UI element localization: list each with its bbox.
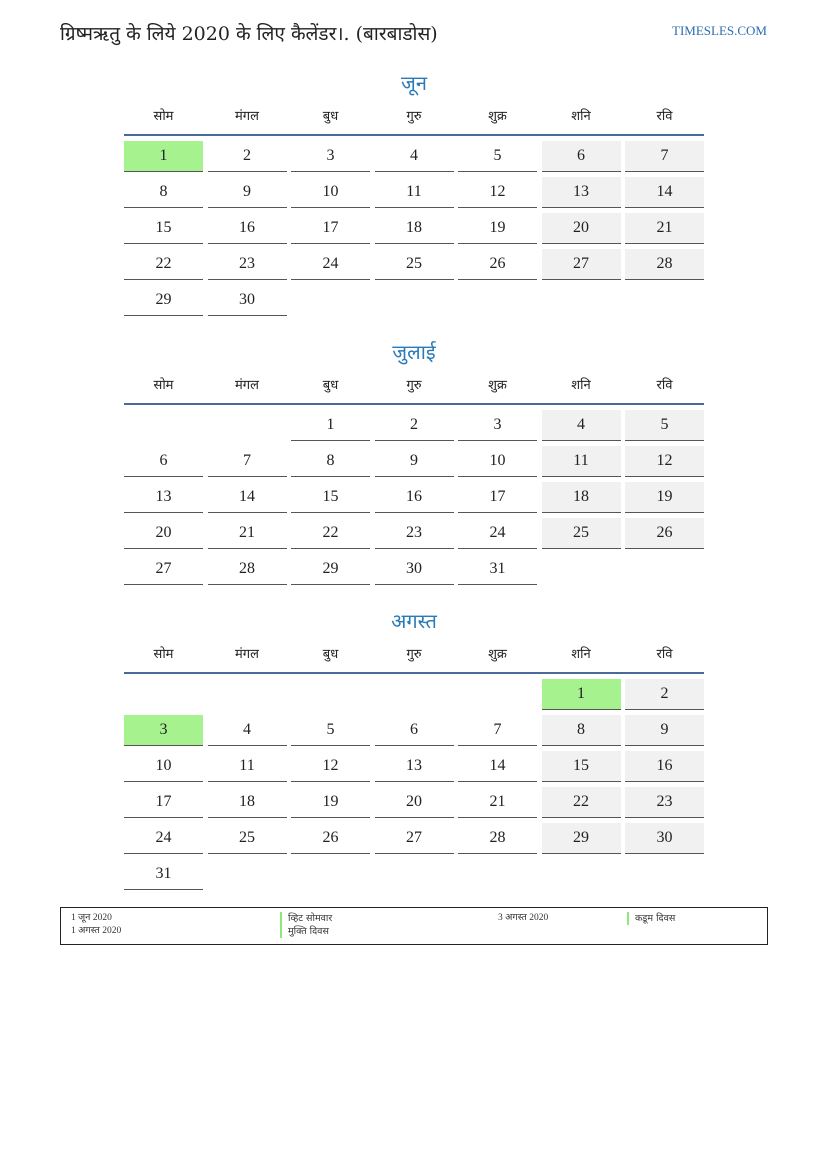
day-cell: 30 — [208, 285, 287, 316]
day-cell: 25 — [375, 249, 454, 280]
day-cell: 25 — [208, 823, 287, 854]
day-cell: 29 — [291, 554, 370, 585]
empty-cell — [458, 679, 537, 715]
day-cell: 21 — [208, 518, 287, 549]
day-cell: 15 — [124, 213, 203, 244]
day-cell: 13 — [375, 751, 454, 782]
weekday-fri: शुक्र — [488, 647, 507, 662]
day-cell: 9 — [208, 177, 287, 208]
weekday-header — [124, 100, 704, 136]
day-cell: 15 — [542, 751, 621, 782]
weekday-mon: सोम — [153, 378, 174, 393]
day-cell: 4 — [375, 141, 454, 172]
days-grid — [124, 410, 704, 590]
day-cell: 15 — [291, 482, 370, 513]
day-cell: 29 — [542, 823, 621, 854]
weekday-tue: मंगल — [235, 109, 259, 124]
day-cell: 5 — [458, 141, 537, 172]
day-cell: 12 — [458, 177, 537, 208]
weekday-thu: गुरु — [406, 378, 422, 393]
weekday-sun: रवि — [656, 647, 673, 662]
weekday-wed: बुध — [322, 109, 339, 124]
month-title: जुलाई — [392, 340, 436, 364]
day-cell: 23 — [375, 518, 454, 549]
weekday-sun: रवि — [656, 378, 673, 393]
day-cell: 10 — [124, 751, 203, 782]
day-cell: 5 — [625, 410, 704, 441]
day-cell: 22 — [542, 787, 621, 818]
month-july — [124, 335, 704, 604]
legend-holiday-name: व्हिट सोमवार — [280, 912, 332, 925]
weekday-wed: बुध — [322, 647, 339, 662]
day-cell: 3 — [291, 141, 370, 172]
day-cell: 14 — [458, 751, 537, 782]
empty-cell — [208, 410, 287, 446]
day-cell: 9 — [625, 715, 704, 746]
day-cell: 8 — [124, 177, 203, 208]
day-cell: 4 — [208, 715, 287, 746]
day-cell: 20 — [124, 518, 203, 549]
day-cell: 22 — [124, 249, 203, 280]
day-cell: 26 — [291, 823, 370, 854]
day-cell: 7 — [625, 141, 704, 172]
day-cell: 28 — [208, 554, 287, 585]
empty-cell — [375, 679, 454, 715]
day-cell: 14 — [625, 177, 704, 208]
day-cell: 27 — [542, 249, 621, 280]
days-grid — [124, 679, 704, 895]
legend-holiday-name: मुक्ति दिवस — [280, 925, 329, 938]
day-cell: 19 — [291, 787, 370, 818]
weekday-tue: मंगल — [235, 378, 259, 393]
day-cell: 16 — [625, 751, 704, 782]
day-cell: 24 — [124, 823, 203, 854]
weekday-sat: शनि — [571, 647, 591, 662]
day-cell: 28 — [458, 823, 537, 854]
day-cell: 31 — [124, 859, 203, 890]
day-cell: 28 — [625, 249, 704, 280]
weekday-tue: मंगल — [235, 647, 259, 662]
day-cell: 11 — [208, 751, 287, 782]
day-cell: 26 — [458, 249, 537, 280]
day-cell: 2 — [625, 679, 704, 710]
weekday-fri: शुक्र — [488, 109, 507, 124]
day-cell: 6 — [542, 141, 621, 172]
day-cell: 8 — [291, 446, 370, 477]
weekday-thu: गुरु — [406, 109, 422, 124]
empty-cell — [208, 679, 287, 715]
months-container — [124, 66, 704, 882]
days-grid — [124, 141, 704, 321]
day-cell: 23 — [208, 249, 287, 280]
day-cell: 10 — [291, 177, 370, 208]
day-cell: 14 — [208, 482, 287, 513]
day-cell: 20 — [375, 787, 454, 818]
legend-date: 3 अगस्त 2020 — [498, 913, 549, 923]
day-cell: 17 — [291, 213, 370, 244]
weekday-thu: गुरु — [406, 647, 422, 662]
empty-cell — [291, 679, 370, 715]
day-cell: 9 — [375, 446, 454, 477]
month-title: जून — [401, 71, 427, 95]
day-cell: 6 — [124, 446, 203, 477]
day-cell: 19 — [458, 213, 537, 244]
site-link[interactable]: TIMESLES.COM — [672, 23, 767, 38]
month-title: अगस्त — [391, 609, 437, 633]
day-cell: 31 — [458, 554, 537, 585]
day-cell: 18 — [542, 482, 621, 513]
day-cell: 26 — [625, 518, 704, 549]
day-cell: 3 — [458, 410, 537, 441]
day-cell: 1 — [542, 679, 621, 710]
day-cell: 30 — [625, 823, 704, 854]
day-cell: 17 — [124, 787, 203, 818]
day-cell: 21 — [458, 787, 537, 818]
day-cell: 24 — [458, 518, 537, 549]
weekday-header — [124, 638, 704, 674]
legend-date: 1 जून 2020 — [71, 913, 112, 923]
day-cell: 7 — [458, 715, 537, 746]
day-cell: 11 — [542, 446, 621, 477]
day-cell: 19 — [625, 482, 704, 513]
day-cell: 13 — [542, 177, 621, 208]
weekday-mon: सोम — [153, 109, 174, 124]
month-august — [124, 604, 704, 882]
day-cell: 18 — [375, 213, 454, 244]
day-cell: 3 — [124, 715, 203, 746]
day-cell: 22 — [291, 518, 370, 549]
day-cell: 27 — [375, 823, 454, 854]
day-cell: 12 — [291, 751, 370, 782]
day-cell: 2 — [375, 410, 454, 441]
day-cell: 13 — [124, 482, 203, 513]
day-cell: 20 — [542, 213, 621, 244]
day-cell: 27 — [124, 554, 203, 585]
day-cell: 17 — [458, 482, 537, 513]
day-cell: 4 — [542, 410, 621, 441]
weekday-header — [124, 369, 704, 405]
day-cell: 11 — [375, 177, 454, 208]
weekday-sat: शनि — [571, 378, 591, 393]
weekday-mon: सोम — [153, 647, 174, 662]
day-cell: 16 — [208, 213, 287, 244]
day-cell: 1 — [124, 141, 203, 172]
day-cell: 25 — [542, 518, 621, 549]
day-cell: 24 — [291, 249, 370, 280]
day-cell: 2 — [208, 141, 287, 172]
day-cell: 7 — [208, 446, 287, 477]
empty-cell — [124, 679, 203, 715]
legend-date: 1 अगस्त 2020 — [71, 926, 122, 936]
weekday-wed: बुध — [322, 378, 339, 393]
day-cell: 12 — [625, 446, 704, 477]
weekday-fri: शुक्र — [488, 378, 507, 393]
day-cell: 23 — [625, 787, 704, 818]
holiday-legend — [60, 907, 768, 945]
empty-cell — [124, 410, 203, 446]
day-cell: 1 — [291, 410, 370, 441]
month-june — [124, 66, 704, 335]
day-cell: 10 — [458, 446, 537, 477]
day-cell: 29 — [124, 285, 203, 316]
weekday-sat: शनि — [571, 109, 591, 124]
day-cell: 18 — [208, 787, 287, 818]
day-cell: 16 — [375, 482, 454, 513]
day-cell: 21 — [625, 213, 704, 244]
day-cell: 30 — [375, 554, 454, 585]
weekday-sun: रवि — [656, 109, 673, 124]
legend-holiday-name: कडूम दिवस — [627, 912, 675, 925]
day-cell: 5 — [291, 715, 370, 746]
day-cell: 6 — [375, 715, 454, 746]
day-cell: 8 — [542, 715, 621, 746]
page-title: ग्रिष्मऋतु के लिये 2020 के लिए कैलेंडर।. (बारबाडोस) — [60, 23, 438, 45]
